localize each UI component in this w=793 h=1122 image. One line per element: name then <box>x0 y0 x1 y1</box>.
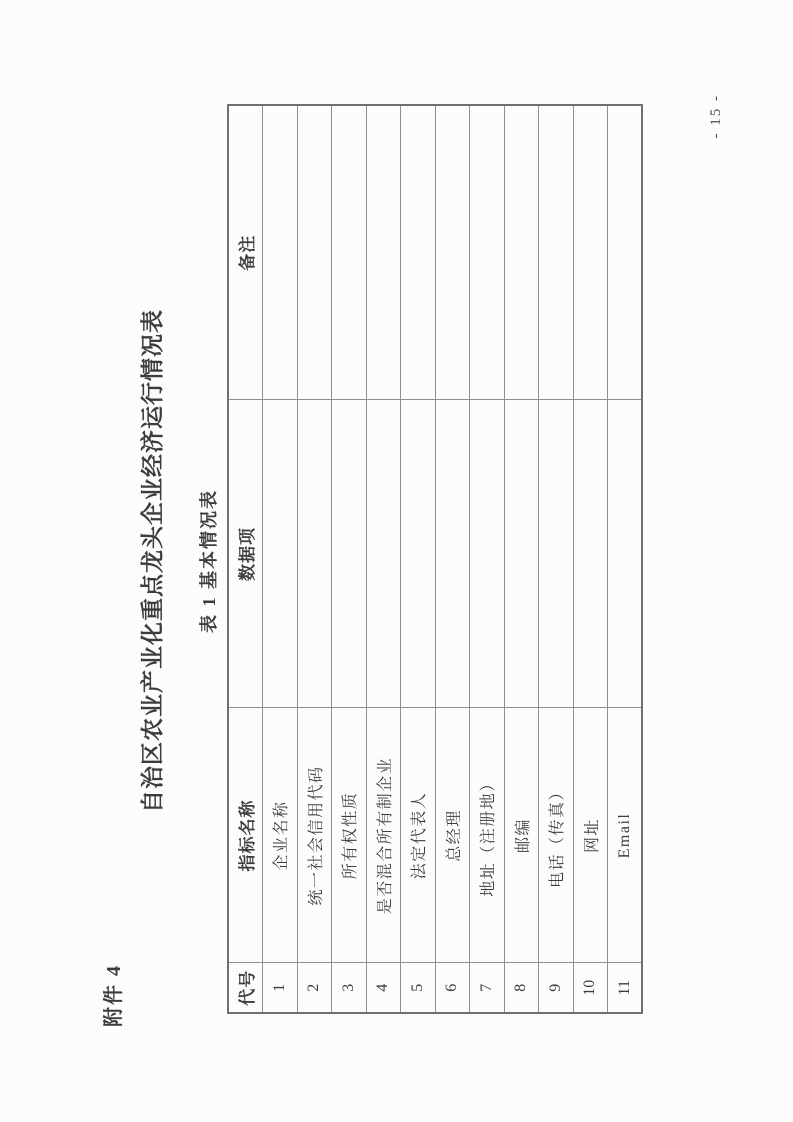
indicator-name-cell: 邮编 <box>504 708 539 963</box>
data-item-cell <box>504 400 539 708</box>
data-item-cell <box>470 400 505 708</box>
indicator-name-cell: 企业名称 <box>263 708 298 963</box>
row-code-cell: 10 <box>573 963 608 1013</box>
row-code-cell: 6 <box>435 963 470 1013</box>
indicator-name-cell: 是否混合所有制企业 <box>366 708 401 963</box>
row-code-cell: 11 <box>608 963 643 1013</box>
header-code: 代号 <box>228 963 263 1013</box>
table-row <box>297 105 332 1013</box>
indicator-name-cell: 地址（注册地） <box>470 708 505 963</box>
remark-cell <box>263 105 298 400</box>
row-code-cell: 3 <box>332 963 367 1013</box>
table-row <box>470 105 505 1013</box>
remark-cell <box>435 105 470 400</box>
data-item-cell <box>366 400 401 708</box>
remark-cell <box>332 105 367 400</box>
data-item-cell <box>573 400 608 708</box>
data-item-cell <box>401 400 436 708</box>
data-item-cell <box>263 400 298 708</box>
data-item-cell <box>608 400 643 708</box>
table-row <box>435 105 470 1013</box>
indicator-name-cell: Email <box>608 708 643 963</box>
indicator-name-cell: 法定代表人 <box>401 708 436 963</box>
indicator-name-cell: 统一社会信用代码 <box>297 708 332 963</box>
remark-cell <box>608 105 643 400</box>
page-title: 自治区农业产业化重点龙头企业经济运行情况表 <box>140 309 165 813</box>
data-item-cell <box>539 400 574 708</box>
remark-cell <box>539 105 574 400</box>
basic-info-table <box>227 104 643 1014</box>
table-row <box>263 105 298 1013</box>
indicator-name-cell: 总经理 <box>435 708 470 963</box>
remark-cell <box>297 105 332 400</box>
table-header-row <box>228 105 263 1013</box>
data-item-cell <box>297 400 332 708</box>
data-item-cell <box>332 400 367 708</box>
header-data-item: 数据项 <box>228 400 263 708</box>
attachment-label: 附件 4 <box>103 964 125 1027</box>
table-row <box>573 105 608 1013</box>
row-code-cell: 7 <box>470 963 505 1013</box>
table-row <box>504 105 539 1013</box>
indicator-name-cell: 所有权性质 <box>332 708 367 963</box>
row-code-cell: 4 <box>366 963 401 1013</box>
remark-cell <box>366 105 401 400</box>
row-code-cell: 9 <box>539 963 574 1013</box>
data-item-cell <box>435 400 470 708</box>
remark-cell <box>470 105 505 400</box>
table-row <box>401 105 436 1013</box>
row-code-cell: 1 <box>263 963 298 1013</box>
indicator-name-cell: 网址 <box>573 708 608 963</box>
header-remark: 备注 <box>228 105 263 400</box>
row-code-cell: 2 <box>297 963 332 1013</box>
remark-cell <box>573 105 608 400</box>
table-row <box>332 105 367 1013</box>
row-code-cell: 5 <box>401 963 436 1013</box>
remark-cell <box>504 105 539 400</box>
row-code-cell: 8 <box>504 963 539 1013</box>
header-indicator-name: 指标名称 <box>228 708 263 963</box>
remark-cell <box>401 105 436 400</box>
table-row <box>366 105 401 1013</box>
table-caption: 表 1 基本情况表 <box>199 489 219 633</box>
page-number: - 15 - <box>708 94 724 139</box>
table-row <box>539 105 574 1013</box>
table-row <box>608 105 643 1013</box>
indicator-name-cell: 电话（传真） <box>539 708 574 963</box>
